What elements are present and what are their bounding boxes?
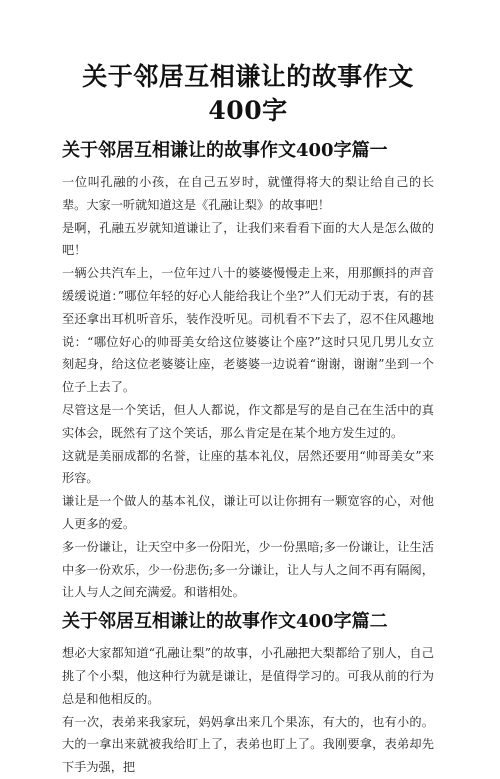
paragraph: 一位叫孔融的小孩，在自己五岁时，就懂得将大的梨让给自己的长辈。大家一听就知道这是《孔融让梨》的故事吧！ <box>62 175 434 212</box>
section-heading: 关于邻居互相谦让的故事作文400字篇一 <box>62 140 388 161</box>
section-1 <box>62 139 434 604</box>
paragraph: 谦让是一个做人的基本礼仪，谦让可以让你拥有一颗宽容的心，对他人更多的爱。 <box>62 494 434 531</box>
section-2 <box>62 610 434 779</box>
paragraph: 多一份谦让，让天空中多一份阳光，少一份黑暗;多一份谦让，让生活中多一份欢乐，少一份悲伤;多一分谦让，让人与人之间不再有隔阂，让人与人之间充满爱。和谐相处。 <box>62 539 434 600</box>
paragraph: 这就是美丽成都的名誉，让座的基本礼仪，居然还要用“帅哥美女”来形容。 <box>62 448 434 486</box>
paragraph: 是啊，孔融五岁就知道谦让了，让我们来看看下面的大人是怎么做的吧！ <box>62 220 434 258</box>
section-heading: 关于邻居互相谦让的故事作文400字篇二 <box>62 611 388 633</box>
paragraph: 一辆公共汽车上，一位年过八十的婆婆慢慢走上来，用那颤抖的声音缓缓说道：”哪位年轻的好心人能给我让个坐?”人们无动于衷，有的甚至还拿出耳机听音乐，装作没听见。司机看不下去了，忍不住风趣地说：“哪位好心的帅哥美女给这位婆婆让个座?”这时只见几男儿女立刻起身，给这位老婆婆让座，老婆婆一边说着“谢谢，谢谢”坐到一个位子上去了。 <box>62 266 434 395</box>
document-title: 关于邻居互相谦让的故事作文400字 <box>82 62 414 125</box>
paragraph: 有一次，表弟来我家玩，妈妈拿出来几个果冻，有大的，也有小的。大的一拿出来就被我给盯上了，表弟也盯上了。我刚要拿，表弟却先下手为强，把 <box>62 714 434 775</box>
paragraph: 尽管这是一个笑话，但人人都说，作文都是写的是自己在生活中的真实体会，既然有了这个笑话，那么肯定是在某个地方发生过的。 <box>62 402 434 440</box>
paragraph: 想必大家都知道“孔融让梨”的故事，小孔融把大梨都给了别人，自己挑了个小梨，他这种行为就是谦让，是值得学习的。可我从前的行为总是和他相反的。 <box>62 646 434 706</box>
